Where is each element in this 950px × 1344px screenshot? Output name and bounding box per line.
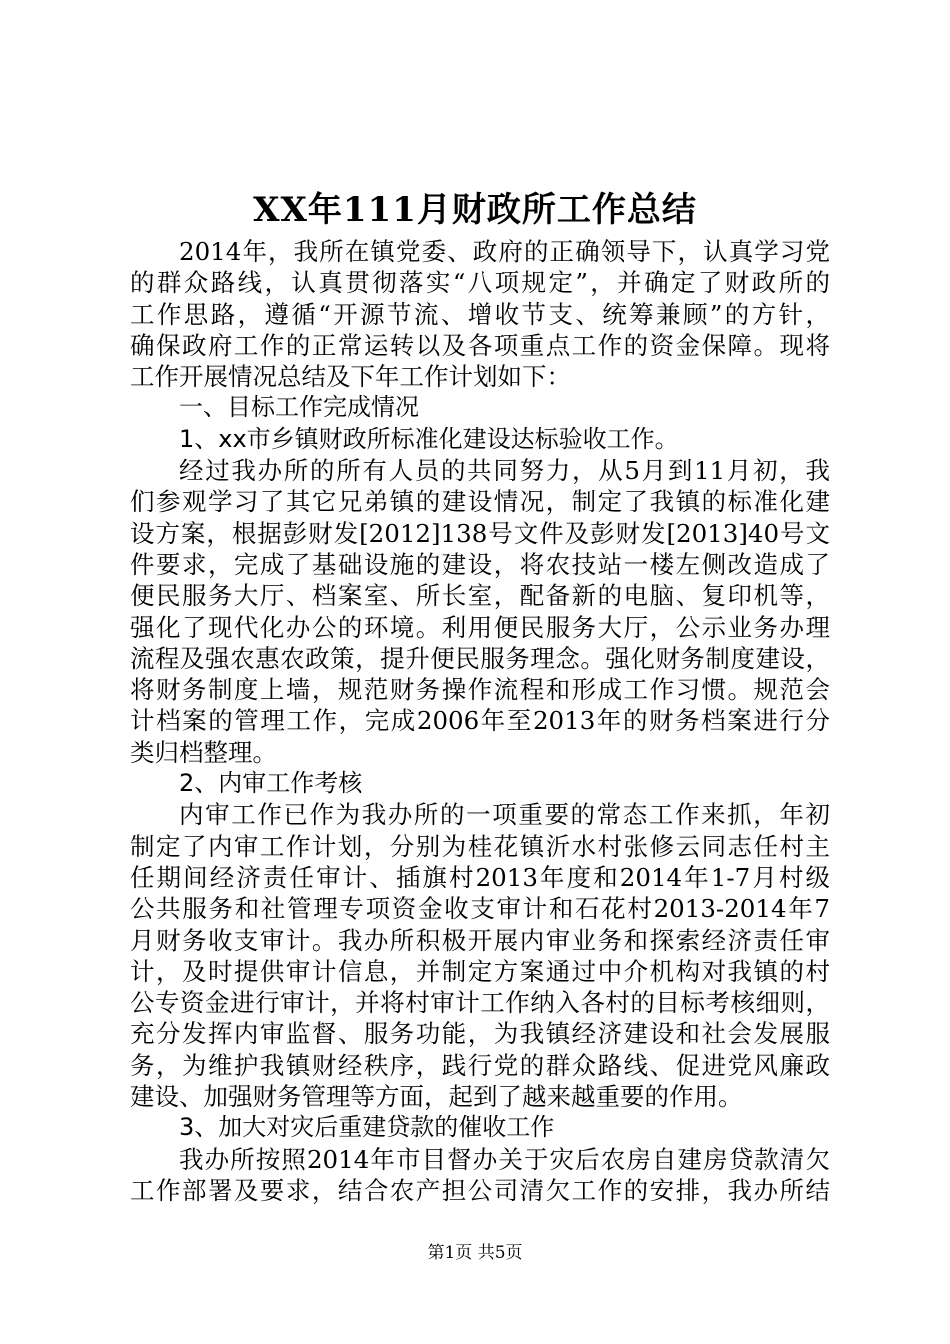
paragraph-line: 将财务制度上墙，规范财务操作流程和形成工作习惯。规范会 — [130, 675, 830, 705]
paragraph-line: 2014年，我所在镇党委、政府的正确领导下，认真学习党 — [179, 237, 830, 266]
paragraph-line: 公专资金进行审计，并将村审计工作纳入各村的目标考核细则， — [130, 988, 830, 1018]
paragraph-line: 们参观学习了其它兄弟镇的建设情况，制定了我镇的标准化建 — [130, 487, 830, 517]
paragraph-line: 务，为维护我镇财经秩序，践行党的群众路线、促进党风廉政 — [130, 1050, 830, 1080]
paragraph-line: 公共服务和社管理专项资金收支审计和石花村2013-2014年7 — [130, 894, 830, 924]
paragraph-line: 计，及时提供审计信息，并制定方案通过中介机构对我镇的村 — [130, 956, 830, 986]
paragraph-line: 工作开展情况总结及下年工作计划如下： — [130, 362, 571, 392]
paragraph-line: 设方案，根据彭财发[2012]138号文件及彭财发[2013]40号文 — [130, 518, 830, 548]
section-heading: 一、目标工作完成情况 — [179, 393, 419, 422]
paragraph-line: 类归档整理。 — [130, 737, 277, 767]
paragraph-line: 我办所按照2014年市目督办关于灾后农房自建房贷款清欠 — [179, 1144, 830, 1174]
document-body — [130, 236, 830, 1206]
paragraph-line: 流程及强农惠农政策，提升便民服务理念。强化财务制度建设， — [130, 643, 830, 673]
paragraph-line: 内审工作已作为我办所的一项重要的常态工作来抓，年初 — [179, 800, 830, 830]
document-title: XX年111月财政所工作总结 — [253, 190, 697, 230]
section-heading: 2、内审工作考核 — [179, 769, 363, 798]
paragraph-line: 确保政府工作的正常运转以及各项重点工作的资金保障。现将 — [130, 330, 830, 360]
paragraph-line: 制定了内审工作计划，分别为桂花镇沂水村张修云同志任村主 — [130, 831, 830, 861]
paragraph-line: 充分发挥内审监督、服务功能，为我镇经济建设和社会发展服 — [130, 1019, 830, 1049]
paragraph-line: 建设、加强财务管理等方面，起到了越来越重要的作用。 — [130, 1082, 743, 1112]
section-heading: 3、加大对灾后重建贷款的催收工作 — [179, 1113, 555, 1142]
paragraph-line: 便民服务大厅、档案室、所长室，配备新的电脑、复印机等， — [130, 581, 830, 611]
paragraph-line: 工作部署及要求，结合农产担公司清欠工作的安排，我办所结 — [130, 1175, 830, 1205]
paragraph-line: 的群众路线，认真贯彻落实“八项规定”，并确定了财政所的 — [130, 268, 830, 298]
paragraph-line: 计档案的管理工作，完成2006年至2013年的财务档案进行分 — [130, 706, 830, 736]
paragraph-line: 件要求，完成了基础设施的建设，将农技站一楼左侧改造成了 — [130, 549, 830, 579]
paragraph-line: 工作思路，遵循“开源节流、增收节支、统筹兼顾”的方针， — [130, 299, 830, 329]
section-heading: 1、xx市乡镇财政所标准化建设达标验收工作。 — [179, 424, 679, 453]
paragraph-line: 月财务收支审计。我办所积极开展内审业务和探索经济责任审 — [130, 925, 830, 955]
paragraph-line: 经过我办所的所有人员的共同努力，从5月到11月初，我 — [179, 456, 830, 486]
paragraph-line: 任期间经济责任审计、插旗村2013年度和2014年1-7月村级 — [130, 862, 830, 892]
page-footer: 第1页 共5页 — [427, 1243, 523, 1263]
paragraph-line: 强化了现代化办公的环境。利用便民服务大厅，公示业务办理 — [130, 612, 830, 642]
